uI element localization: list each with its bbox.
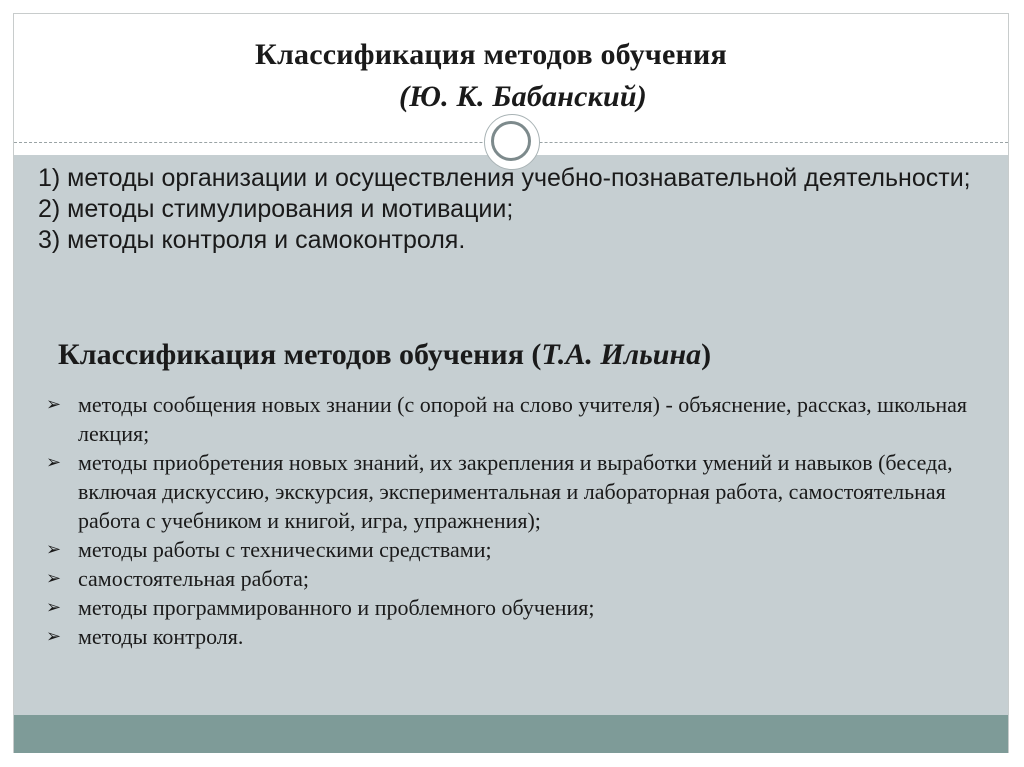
babansky-item-1: 1) методы организации и осуществления учебно-познавательной деятельности; (38, 164, 971, 192)
arrow-bullet-icon: ➢ (46, 626, 62, 646)
list-item: ➢ методы приобретения новых знаний, их закрепления и выработки умений и навыков (беседа, включая дискуссию, экскурсия, экспериментальная и лабораторная работа, самостоятельная работа с учебником и книгой, игра, упражнения); (46, 450, 953, 533)
list-item: ➢ методы работы с техническими средствами; (46, 537, 492, 562)
babansky-list (38, 163, 988, 256)
slide-title-author: (Ю. К. Бабанский) (399, 80, 647, 113)
ilyina-title-end: ) (701, 338, 712, 371)
babansky-item-2: 2) методы стимулирования и мотивации; (38, 195, 514, 223)
arrow-bullet-icon: ➢ (46, 539, 62, 559)
list-item: ➢ методы программированного и проблемного обучения; (46, 595, 595, 620)
list-item: ➢ самостоятельная работа; (46, 566, 310, 591)
circle-ornament-icon (484, 114, 540, 170)
list-item: ➢ методы контроля. (46, 624, 244, 649)
list-item: ➢ методы сообщения новых знании (с опорой на слово учителя) - объяснение, рассказ, школьная лекция; (46, 392, 968, 446)
ilyina-title-author: Т.А. Ильина (541, 338, 702, 371)
arrow-bullet-icon: ➢ (46, 568, 62, 588)
arrow-bullet-icon: ➢ (46, 597, 62, 617)
ilyina-title (58, 338, 711, 372)
babansky-item-3: 3) методы контроля и самоконтроля. (38, 226, 466, 254)
slide-title: Классификация методов обучения (255, 38, 727, 71)
arrow-bullet-icon: ➢ (46, 394, 62, 414)
slide-footer-bar (14, 715, 1008, 753)
arrow-bullet-icon: ➢ (46, 452, 62, 472)
ilyina-list (46, 390, 996, 651)
ilyina-title-main: Классификация методов обучения ( (58, 338, 542, 371)
